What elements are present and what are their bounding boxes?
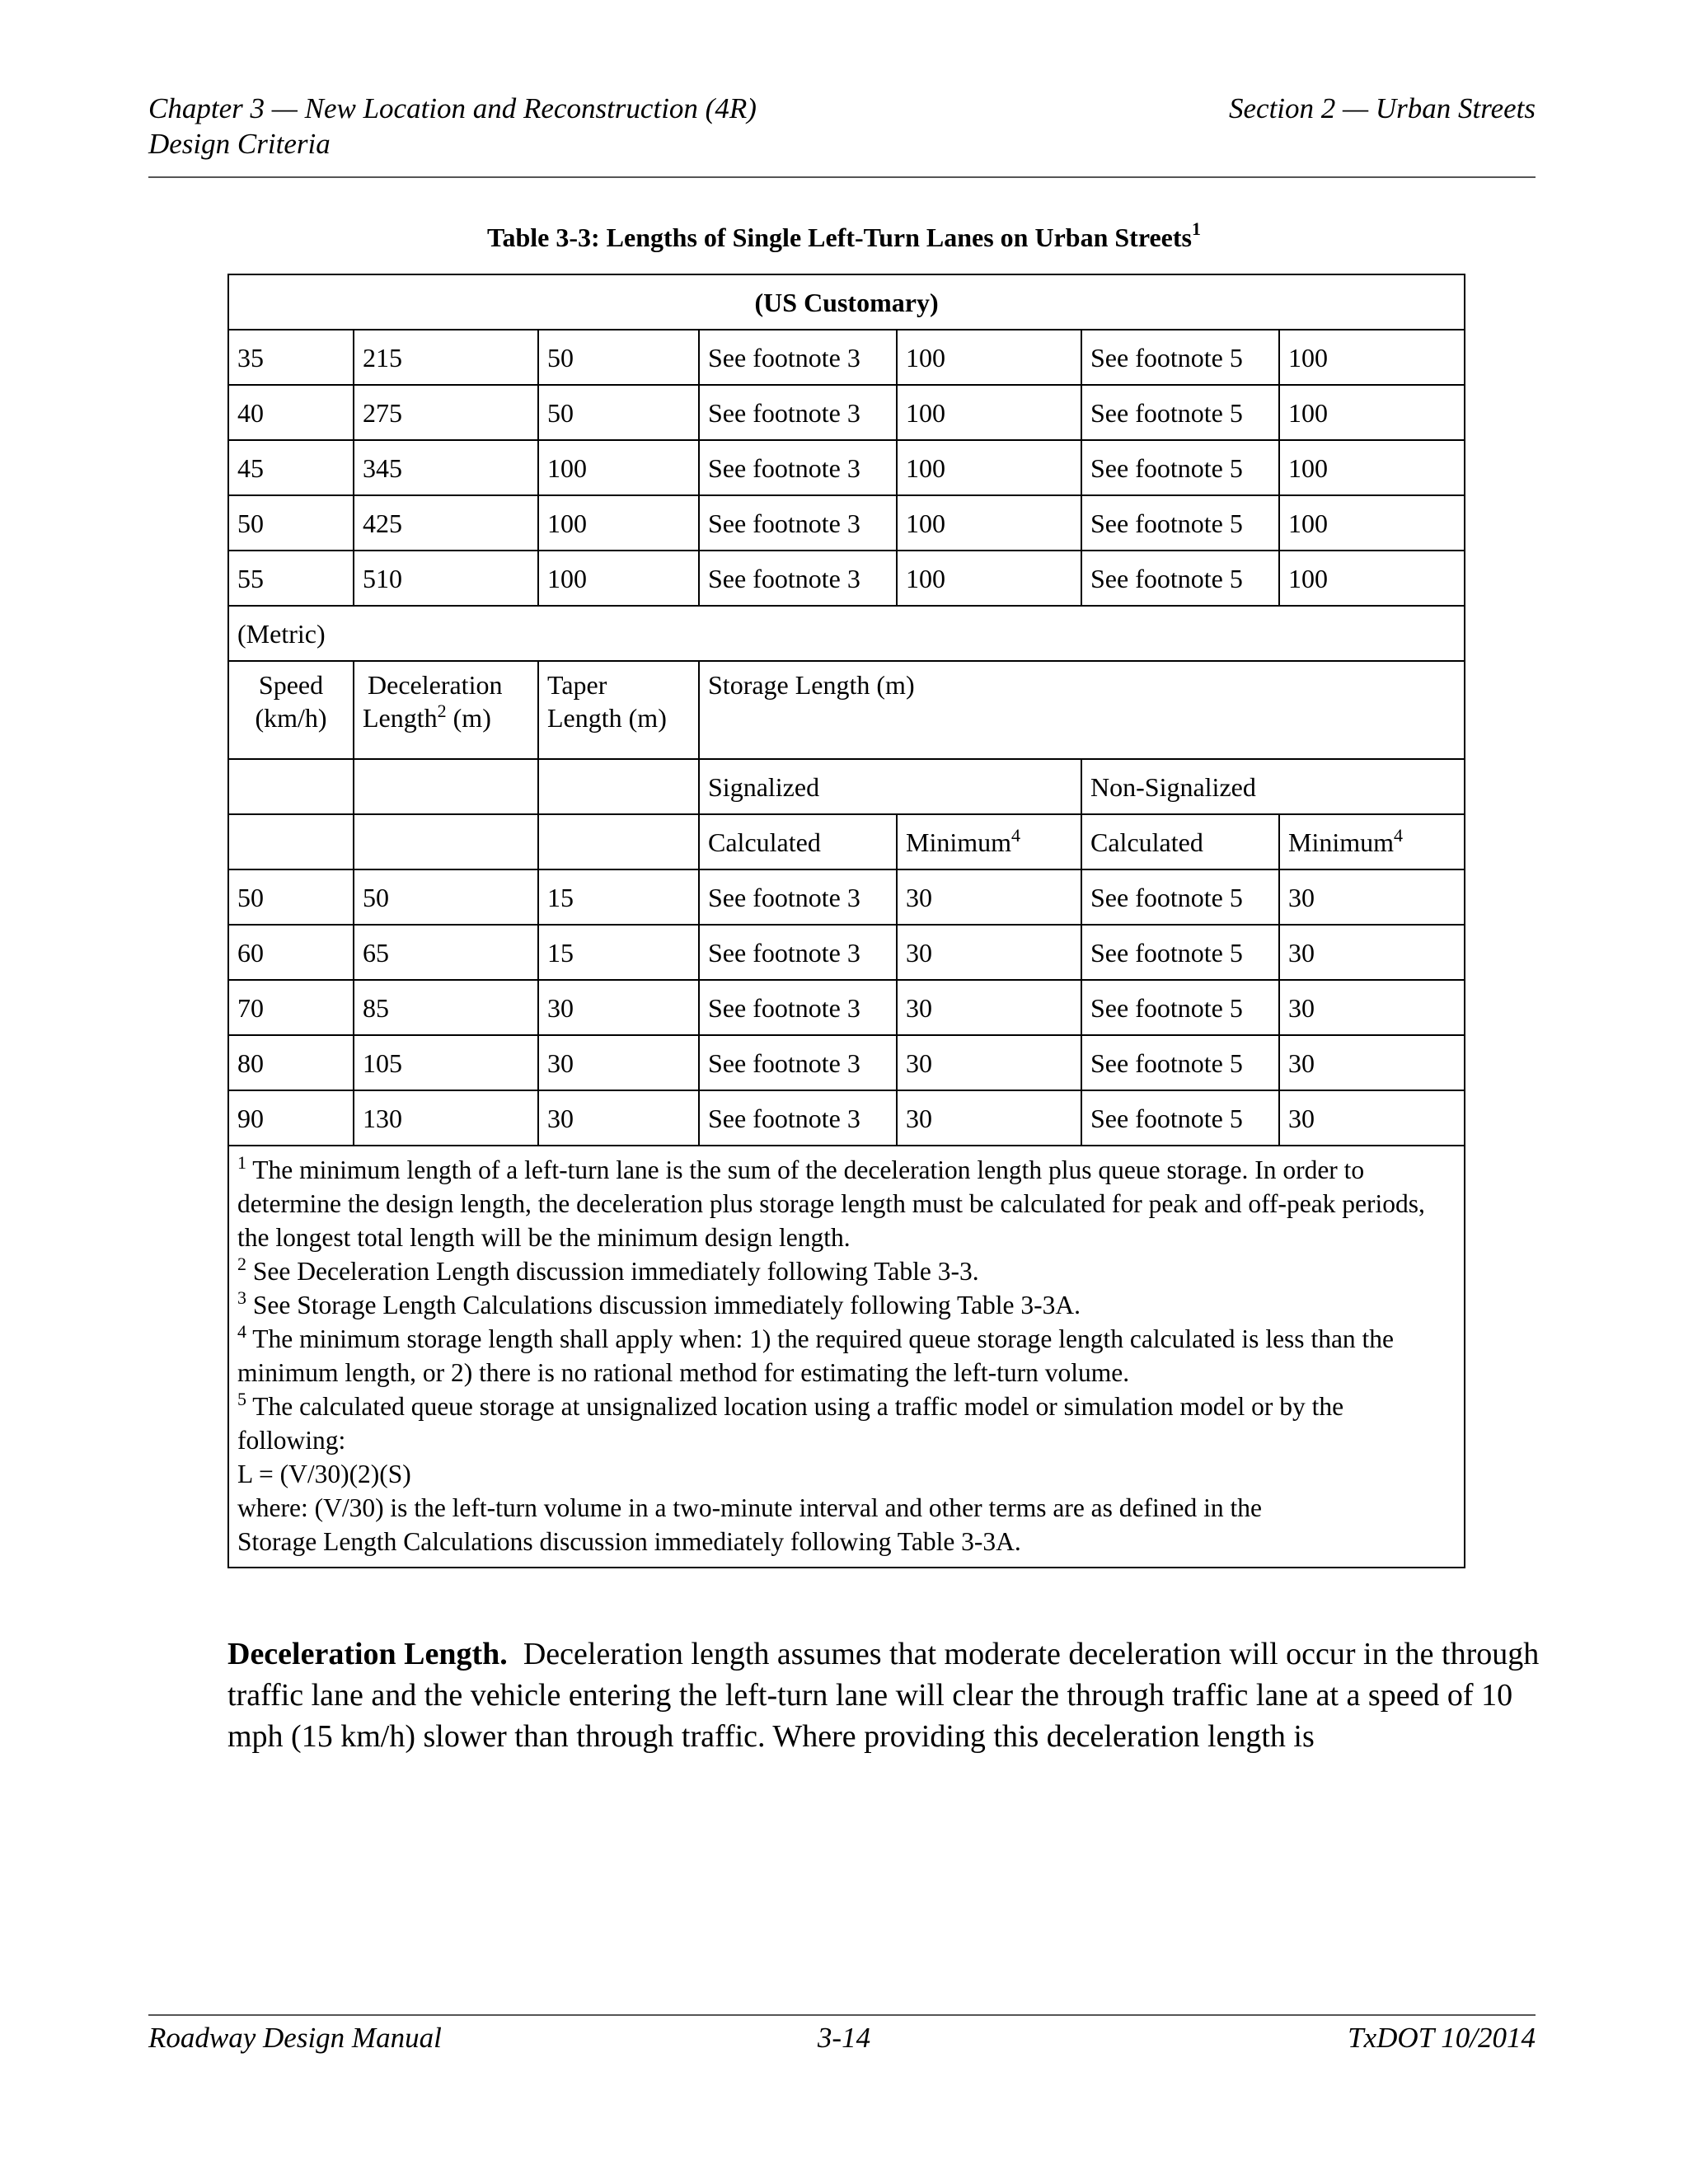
- footnotes-cell: [228, 1146, 1465, 1568]
- footer-page-number: 3-14: [817, 2022, 871, 2054]
- table-cell: See footnote 5: [1081, 551, 1279, 606]
- minimum-footnote-ref: 4: [1394, 824, 1404, 846]
- deceleration-header-unit: (m): [446, 703, 491, 733]
- table-cell: See footnote 5: [1081, 1090, 1279, 1146]
- table-cell: 50: [538, 330, 699, 385]
- chapter-title-line1: Chapter 3 — New Location and Reconstruction (4R): [148, 92, 757, 124]
- table-cell: 130: [354, 1090, 538, 1146]
- table-cell: 100: [538, 440, 699, 495]
- table-cell: 50: [228, 869, 354, 925]
- footer-edition: TxDOT 10/2014: [1348, 2022, 1536, 2054]
- table-cell: 40: [228, 385, 354, 440]
- table-cell: 30: [1279, 925, 1465, 980]
- empty-cell: [354, 759, 538, 814]
- table-cell: 215: [354, 330, 538, 385]
- formula: L = (V/30)(2)(S): [237, 1460, 411, 1488]
- metric-table-row: [228, 980, 1465, 1035]
- table-cell: 60: [228, 925, 354, 980]
- taper-header: [538, 661, 699, 759]
- empty-cell: [228, 814, 354, 869]
- deceleration-header-line2: [363, 701, 529, 734]
- footnotes-row: [228, 1146, 1465, 1568]
- us-table-row: [228, 551, 1465, 606]
- table-cell: 15: [538, 925, 699, 980]
- minimum-label: Minimum: [906, 827, 1012, 857]
- footnote-number: 1: [237, 1152, 246, 1173]
- table-cell: 100: [897, 440, 1081, 495]
- table-cell: 100: [897, 385, 1081, 440]
- us-table-row: [228, 440, 1465, 495]
- table-cell: 100: [897, 330, 1081, 385]
- table-cell: 30: [538, 1090, 699, 1146]
- header-rule: [148, 176, 1536, 178]
- footnote-number: 3: [237, 1287, 246, 1308]
- us-table-row: [228, 330, 1465, 385]
- footnotes: [237, 1153, 1456, 1457]
- footnote-1: [237, 1153, 1456, 1254]
- speed-header-line1: Speed: [258, 670, 324, 700]
- table-cell: 30: [538, 1035, 699, 1090]
- table-cell: 15: [538, 869, 699, 925]
- table-cell: 100: [1279, 440, 1465, 495]
- table-cell: 30: [897, 1035, 1081, 1090]
- table-title: [0, 218, 1688, 254]
- speed-header-line2: (km/h): [255, 703, 327, 733]
- empty-cell: [538, 759, 699, 814]
- footnote-text: See Deceleration Length discussion immediately following Table 3-3.: [246, 1257, 979, 1286]
- paragraph-text: Deceleration length assumes that moderate deceleration will occur in the through traffic lane and the vehicle entering the left-turn lane will clear the through traffic lane at a speed of 10 mph (15 km/h) slower than through traffic. Where providing this deceleration length is: [227, 1637, 1547, 1754]
- table-cell: See footnote 5: [1081, 385, 1279, 440]
- table-cell: 100: [1279, 551, 1465, 606]
- table-cell: See footnote 5: [1081, 980, 1279, 1035]
- chapter-title-line2: Design Criteria: [148, 128, 331, 160]
- table-cell: 30: [897, 925, 1081, 980]
- us-rows: [228, 330, 1465, 606]
- signalized-calculated-header: Calculated: [699, 814, 897, 869]
- table-cell: 45: [228, 440, 354, 495]
- table-cell: 30: [1279, 1090, 1465, 1146]
- chapter-header: [148, 91, 757, 162]
- deceleration-header: [354, 661, 538, 759]
- table-cell: 50: [538, 385, 699, 440]
- table-cell: 30: [1279, 1035, 1465, 1090]
- table-cell: See footnote 3: [699, 1090, 897, 1146]
- metric-caption-row: [228, 606, 1465, 661]
- footnote-3: [237, 1288, 1456, 1322]
- table-cell: 30: [1279, 869, 1465, 925]
- speed-header: [228, 661, 354, 759]
- table-cell: See footnote 3: [699, 1035, 897, 1090]
- us-table-row: [228, 495, 1465, 551]
- formula-where-line1: where: (V/30) is the left-turn volume in a two-minute interval and other terms are as defined in the: [237, 1493, 1262, 1522]
- table-cell: See footnote 3: [699, 869, 897, 925]
- table-cell: 30: [1279, 980, 1465, 1035]
- taper-header-line2: Length (m): [547, 703, 667, 733]
- table-cell: 30: [538, 980, 699, 1035]
- metric-table-row: [228, 1035, 1465, 1090]
- deceleration-header-length: Length: [363, 703, 438, 733]
- table-title-text: Table 3-3: Lengths of Single Left-Turn Lanes on Urban Streets: [487, 223, 1192, 252]
- minimum-label: Minimum: [1288, 827, 1395, 857]
- us-table-row: [228, 385, 1465, 440]
- metric-rows: [228, 869, 1465, 1146]
- table-cell: See footnote 5: [1081, 925, 1279, 980]
- table-cell: 65: [354, 925, 538, 980]
- table-cell: 100: [1279, 330, 1465, 385]
- deceleration-footnote-ref: 2: [437, 701, 447, 721]
- table-title-footnote-ref: 1: [1191, 218, 1201, 239]
- table-cell: See footnote 3: [699, 440, 897, 495]
- table-cell: See footnote 3: [699, 551, 897, 606]
- minimum-footnote-ref: 4: [1011, 824, 1021, 846]
- table-cell: 425: [354, 495, 538, 551]
- empty-cell: [228, 759, 354, 814]
- footnote-number: 4: [237, 1321, 246, 1342]
- footnote-text: The minimum length of a left-turn lane is the sum of the deceleration length plus queue storage. In order to determine the design length, the deceleration plus storage length must be calculated for peak and off-peak periods, the longest total length will be the minimum design length.: [237, 1155, 1425, 1252]
- table-cell: 30: [897, 980, 1081, 1035]
- footnote-5: [237, 1390, 1456, 1457]
- footnote-text: See Storage Length Calculations discussion immediately following Table 3-3A.: [246, 1291, 1081, 1319]
- table-cell: See footnote 5: [1081, 869, 1279, 925]
- footer-manual-title: Roadway Design Manual: [148, 2022, 442, 2054]
- footnote-number: 2: [237, 1254, 246, 1274]
- table-cell: 345: [354, 440, 538, 495]
- non-signalized-calculated-header: Calculated: [1081, 814, 1279, 869]
- table-cell: 35: [228, 330, 354, 385]
- table-cell: 100: [1279, 385, 1465, 440]
- section-header: Section 2 — Urban Streets: [1229, 92, 1536, 124]
- table-cell: 100: [538, 495, 699, 551]
- table-cell: 100: [538, 551, 699, 606]
- table-cell: 30: [897, 1090, 1081, 1146]
- metric-header-row: [228, 661, 1465, 759]
- signalized-header: Signalized: [699, 759, 1081, 814]
- non-signalized-minimum-header: [1279, 814, 1465, 869]
- footnote-text: The calculated queue storage at unsignalized location using a traffic model or simulation model or by the following:: [237, 1392, 1344, 1455]
- formula-where-line2: Storage Length Calculations discussion immediately following Table 3-3A.: [237, 1527, 1021, 1556]
- table-cell: 510: [354, 551, 538, 606]
- storage-length-header: Storage Length (m): [699, 661, 1465, 759]
- table-cell: 275: [354, 385, 538, 440]
- table-cell: See footnote 5: [1081, 440, 1279, 495]
- taper-header-line1: Taper: [547, 670, 607, 700]
- metric-table-row: [228, 1090, 1465, 1146]
- metric-table-row: [228, 925, 1465, 980]
- us-caption-row: [228, 274, 1465, 330]
- footnote-2: [237, 1254, 1456, 1288]
- metric-caption: (Metric): [228, 606, 1465, 661]
- signal-type-row: [228, 759, 1465, 814]
- table-cell: See footnote 5: [1081, 1035, 1279, 1090]
- table-cell: 55: [228, 551, 354, 606]
- table-cell: See footnote 3: [699, 980, 897, 1035]
- table-cell: 100: [1279, 495, 1465, 551]
- footnote-number: 5: [237, 1389, 246, 1409]
- deceleration-header-line1: Deceleration: [368, 670, 503, 700]
- calc-min-row: [228, 814, 1465, 869]
- left-turn-lane-table: [227, 274, 1465, 1568]
- signalized-minimum-header: [897, 814, 1081, 869]
- metric-table-row: [228, 869, 1465, 925]
- empty-cell: [538, 814, 699, 869]
- table-cell: See footnote 3: [699, 495, 897, 551]
- footer-rule: [148, 2014, 1536, 2016]
- table-cell: 30: [897, 869, 1081, 925]
- deceleration-length-paragraph: [227, 1633, 1546, 1757]
- table-cell: See footnote 5: [1081, 330, 1279, 385]
- table-cell: 50: [354, 869, 538, 925]
- empty-cell: [354, 814, 538, 869]
- table-cell: 70: [228, 980, 354, 1035]
- table-cell: 50: [228, 495, 354, 551]
- table-cell: 80: [228, 1035, 354, 1090]
- table-cell: 105: [354, 1035, 538, 1090]
- table-cell: See footnote 3: [699, 925, 897, 980]
- footnote-4: [237, 1322, 1456, 1390]
- footnote-text: The minimum storage length shall apply when: 1) the required queue storage length calculated is less than the minimum length, or 2) there is no rational method for estimating the left-turn volume.: [237, 1324, 1395, 1387]
- table-cell: 100: [897, 551, 1081, 606]
- paragraph-heading: Deceleration Length.: [227, 1637, 508, 1671]
- table-cell: 90: [228, 1090, 354, 1146]
- table-cell: See footnote 5: [1081, 495, 1279, 551]
- table-cell: 85: [354, 980, 538, 1035]
- table-cell: See footnote 3: [699, 330, 897, 385]
- us-customary-caption: (US Customary): [228, 274, 1465, 330]
- table-cell: 100: [897, 495, 1081, 551]
- table-cell: See footnote 3: [699, 385, 897, 440]
- non-signalized-header: Non-Signalized: [1081, 759, 1465, 814]
